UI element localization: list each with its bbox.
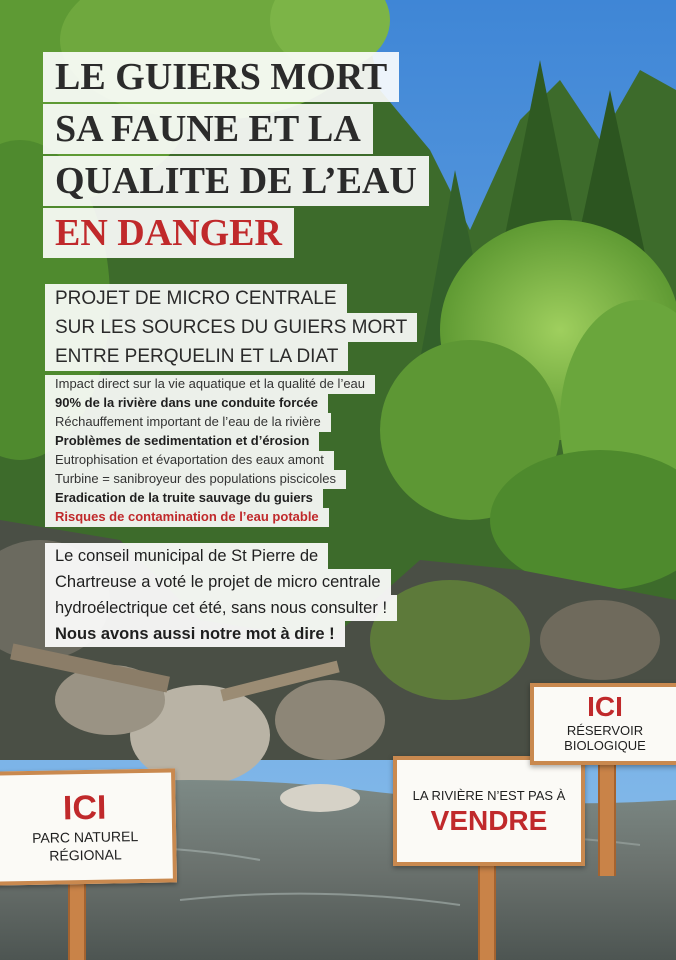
title-danger: EN DANGER — [43, 208, 294, 258]
sign-post-left — [68, 880, 86, 960]
sign-middle-line: LA RIVIÈRE N’EST PAS À — [412, 788, 566, 803]
sign-left-line-2: RÉGIONAL — [49, 846, 122, 864]
sign-right-line-1: RÉSERVOIR — [566, 723, 644, 738]
council-line-3: hydroélectrique cet été, sans nous consulter ! — [45, 595, 397, 621]
subtitle-line-1: PROJET DE MICRO CENTRALE — [45, 284, 347, 313]
subtitle-line-2: SUR LES SOURCES DU GUIERS MORT — [45, 313, 417, 342]
title-line-3: QUALITE DE L’EAU — [43, 156, 429, 206]
sign-left-title: ICI — [62, 788, 107, 828]
title-line-1: LE GUIERS MORT — [43, 52, 399, 102]
impact-item: Eradication de la truite sauvage du guiers — [45, 489, 323, 508]
sign-vendre — [393, 756, 585, 866]
impact-item: Impact direct sur la vie aquatique et la qualité de l’eau — [45, 375, 375, 394]
impact-item: Eutrophisation et évaportation des eaux amont — [45, 451, 334, 470]
council-line-1: Le conseil municipal de St Pierre de — [45, 543, 328, 569]
impact-item: 90% de la rivière dans une conduite forcée — [45, 394, 328, 413]
sign-middle-title: VENDRE — [430, 805, 548, 836]
sign-post-middle — [478, 862, 496, 960]
sign-reservoir — [530, 683, 676, 765]
sign-left-line-1: PARC NATUREL — [32, 828, 139, 846]
title-line-2: SA FAUNE ET LA — [43, 104, 373, 154]
sign-post-right — [598, 764, 616, 876]
impact-item: Réchauffement important de l’eau de la rivière — [45, 413, 331, 432]
sign-parc-naturel — [0, 768, 177, 885]
subtitle-line-3: ENTRE PERQUELIN ET LA DIAT — [45, 342, 348, 371]
council-line-4: Nous avons aussi notre mot à dire ! — [45, 621, 345, 647]
impact-item: Turbine = sanibroyeur des populations piscicoles — [45, 470, 346, 489]
impact-item-red: Risques de contamination de l’eau potable — [45, 508, 329, 527]
impact-item: Problèmes de sedimentation et d’érosion — [45, 432, 319, 451]
council-line-2: Chartreuse a voté le projet de micro centrale — [45, 569, 391, 595]
sign-right-line-2: BIOLOGIQUE — [564, 738, 646, 753]
sign-right-title: ICI — [587, 691, 623, 722]
